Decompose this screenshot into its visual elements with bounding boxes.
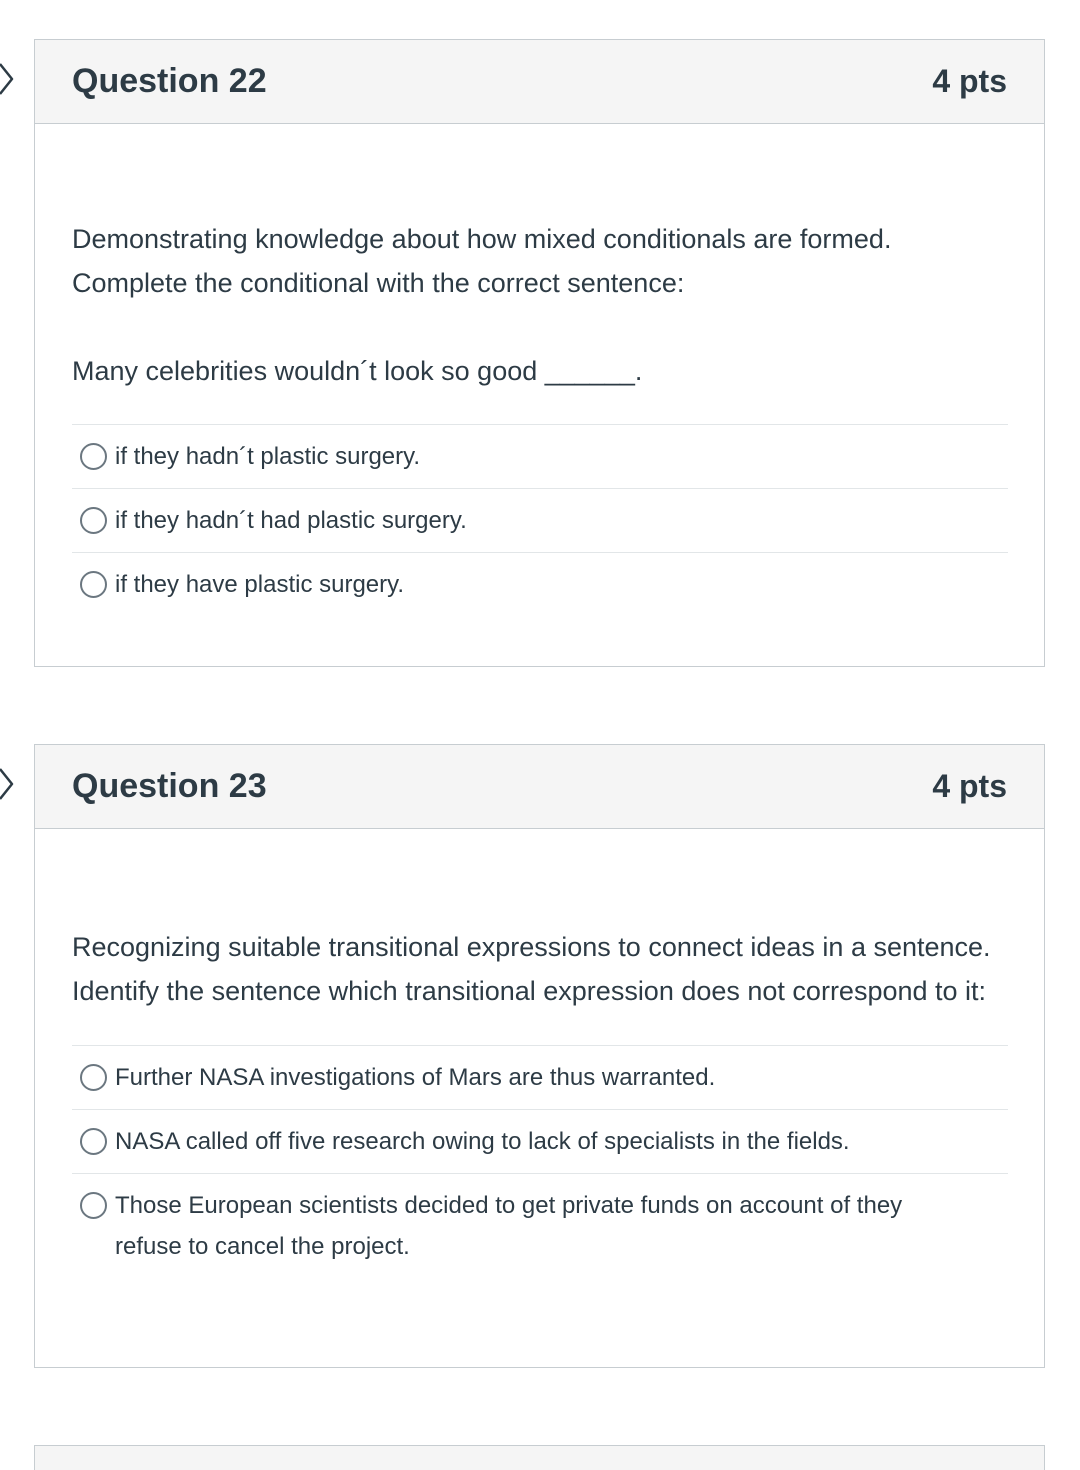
answer-list <box>72 1045 1008 1278</box>
question-points: 4 pts <box>932 768 1007 804</box>
flag-question-icon[interactable] <box>0 62 20 96</box>
answer-label: Further NASA investigations of Mars are thus warranted. <box>115 1064 716 1091</box>
answer-option[interactable] <box>72 489 1008 553</box>
question-header <box>35 40 1044 124</box>
answer-label: if they hadn´t plastic surgery. <box>115 443 421 470</box>
question-points: 4 pts <box>932 63 1007 99</box>
answer-option[interactable] <box>72 1046 1008 1110</box>
question-prompt: Recognizing suitable transitional expressions to connect ideas in a sentence. Identify the sentence which transitional expression does not correspond to it: <box>72 932 991 1006</box>
radio-button[interactable] <box>80 1064 107 1091</box>
radio-button[interactable] <box>80 1128 107 1155</box>
answer-label: NASA called off five research owing to lack of specialists in the fields. <box>115 1128 850 1155</box>
question-23 <box>34 744 1045 1368</box>
question-title: Question 23 <box>72 767 267 805</box>
question-header <box>35 745 1044 829</box>
answer-label: if they hadn´t had plastic surgery. <box>115 507 467 534</box>
question-stem: Many celebrities wouldn´t look so good ______. <box>72 356 643 386</box>
answer-option[interactable] <box>72 553 1008 616</box>
answer-label: Those European scientists decided to get private funds on account of they refuse to cancel the project. <box>115 1192 903 1260</box>
radio-button[interactable] <box>80 571 107 598</box>
question-body <box>35 124 1044 616</box>
answer-option[interactable] <box>72 1174 1008 1278</box>
answer-option[interactable] <box>72 425 1008 489</box>
answer-list <box>72 424 1008 616</box>
question-22 <box>34 39 1045 667</box>
answer-label: if they have plastic surgery. <box>115 571 405 598</box>
radio-button[interactable] <box>80 1192 107 1219</box>
radio-button[interactable] <box>80 443 107 470</box>
answer-option[interactable] <box>72 1110 1008 1174</box>
question-body <box>35 829 1044 1278</box>
question-header <box>35 1446 1044 1470</box>
radio-button[interactable] <box>80 507 107 534</box>
question-prompt-line-2: Complete the conditional with the correct sentence: <box>72 268 685 298</box>
question-next <box>34 1445 1045 1470</box>
question-title: Question 22 <box>72 62 267 100</box>
flag-question-icon[interactable] <box>0 767 20 801</box>
question-prompt-line-1: Demonstrating knowledge about how mixed conditionals are formed. <box>72 224 892 254</box>
